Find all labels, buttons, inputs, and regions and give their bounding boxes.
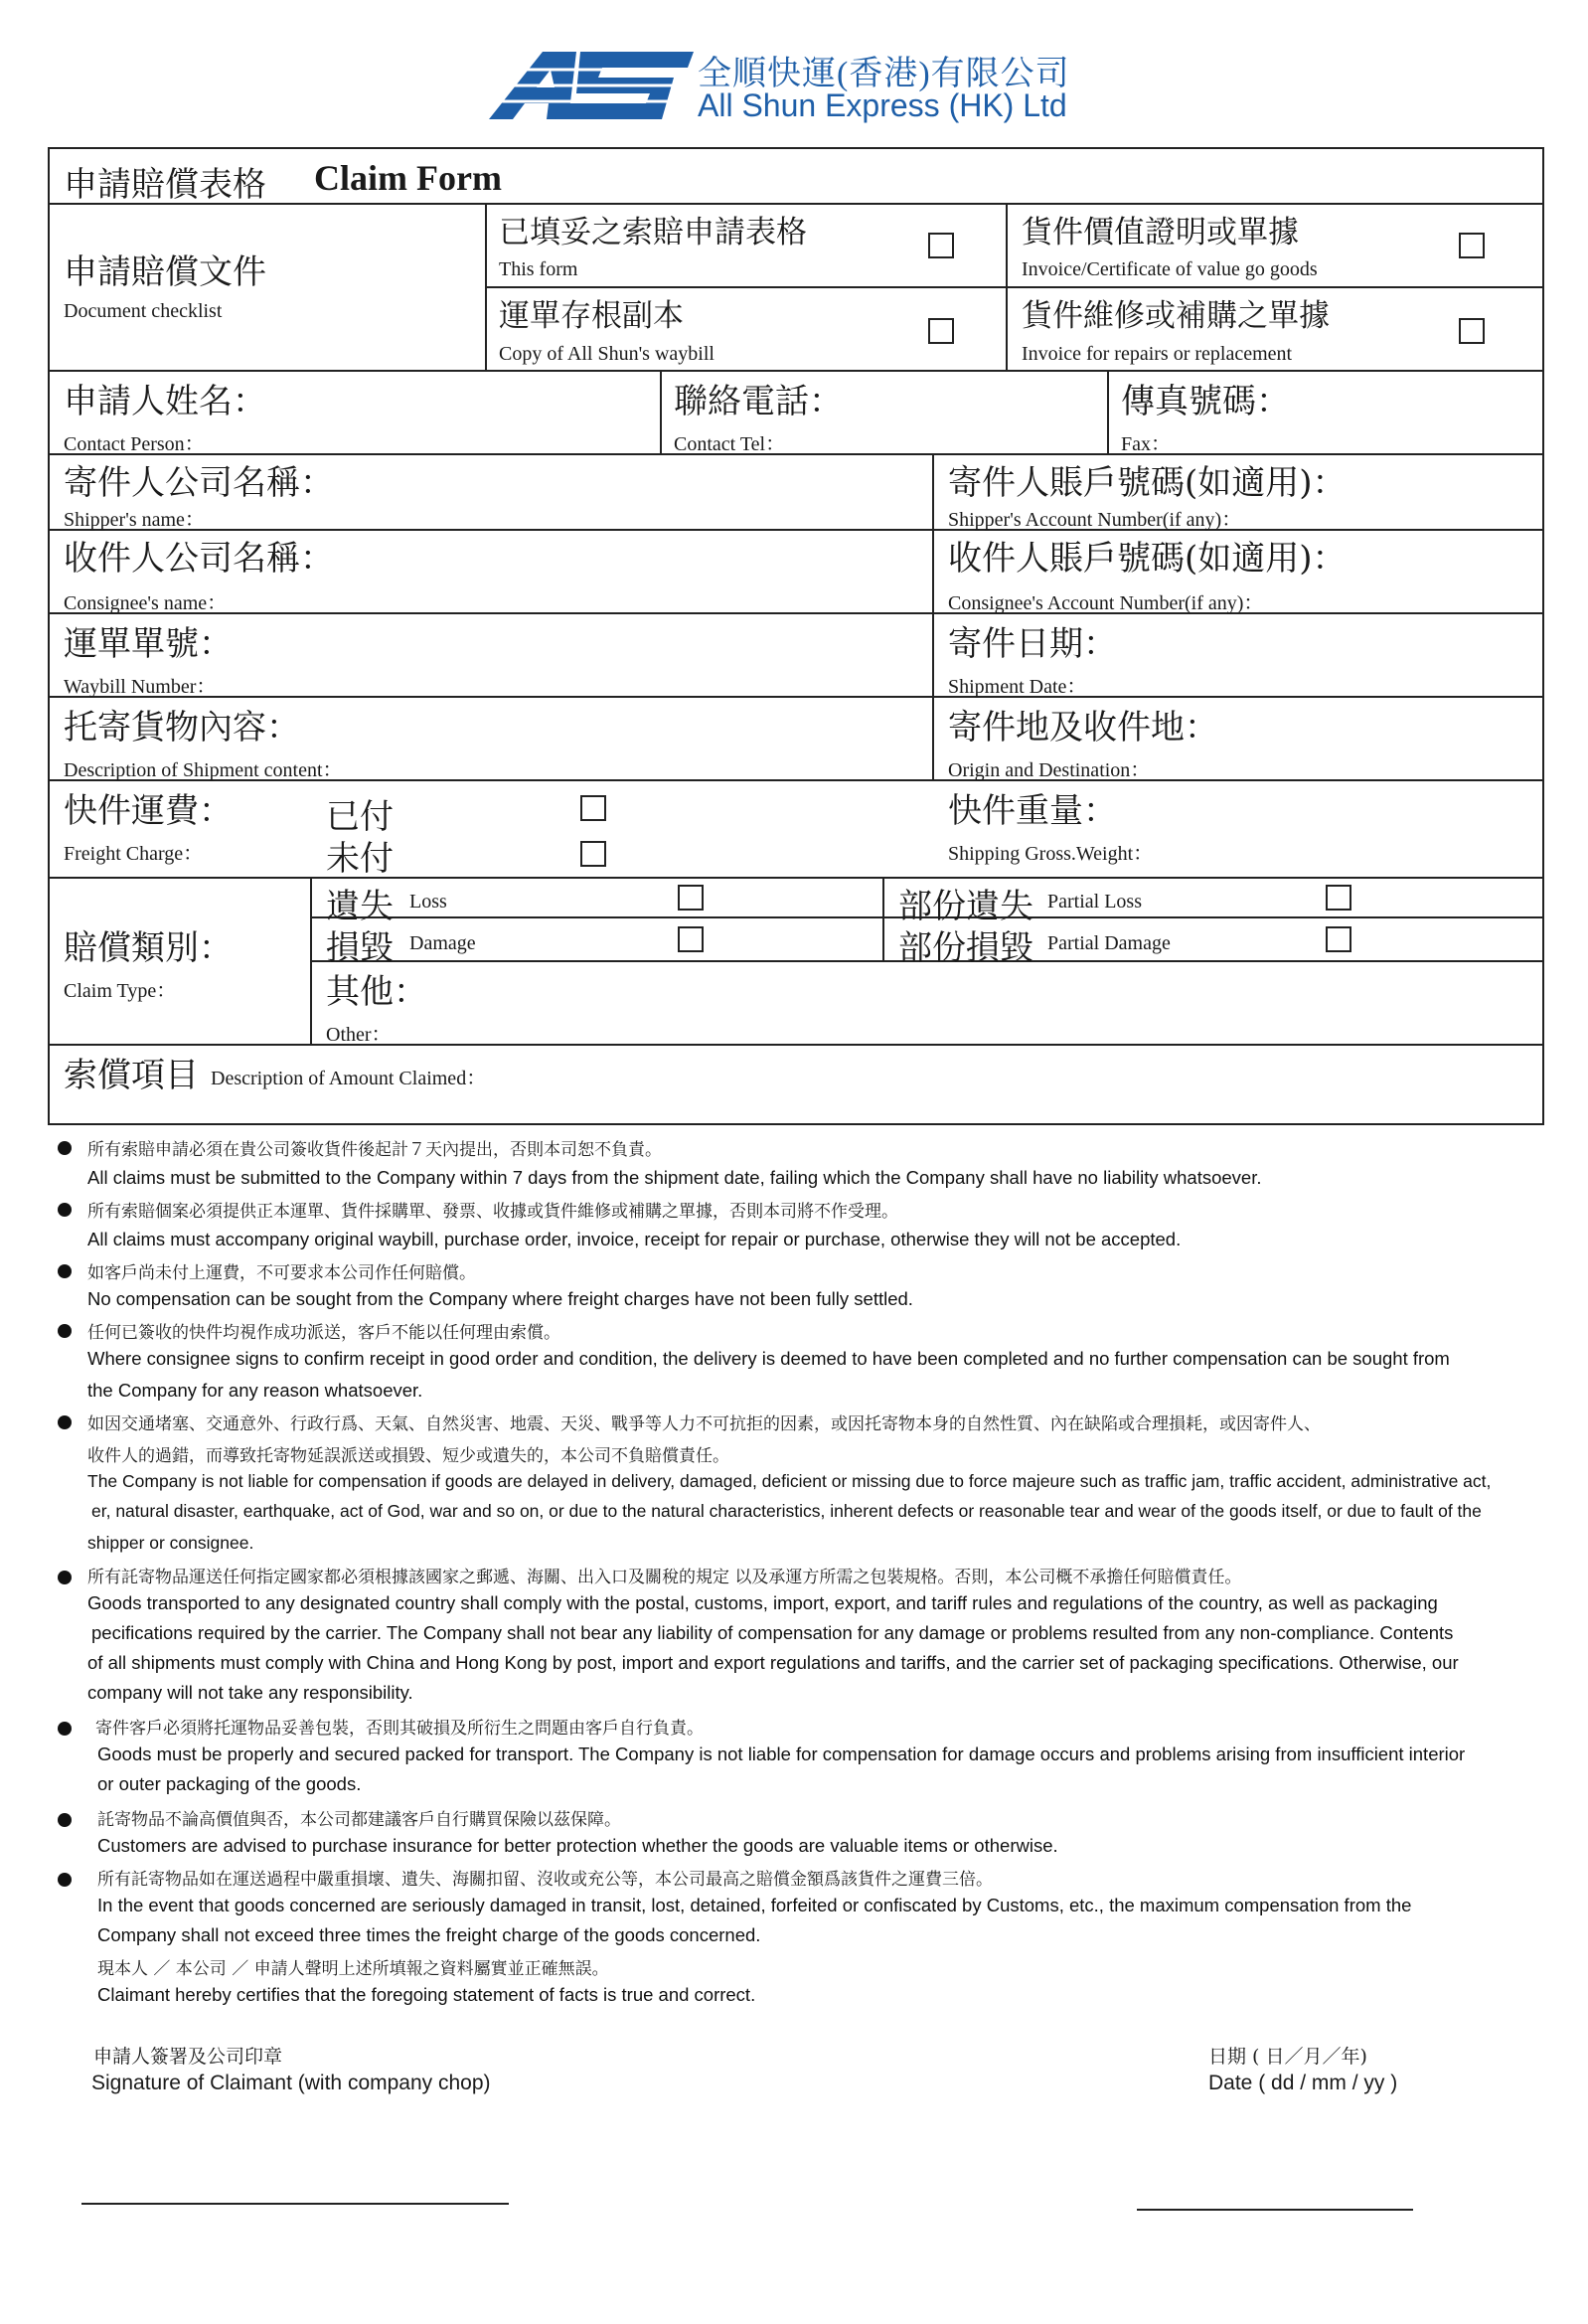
note-bullet (58, 1141, 72, 1155)
note-3-zh: 如客戶尚未付上運費，不可要求本公司作任何賠償。 (87, 1263, 476, 1283)
repair-invoice-checkbox[interactable] (1459, 318, 1485, 344)
note-8-en: Customers are advised to purchase insurance for better protection whether the goods are valuable items or otherwise. (97, 1835, 1058, 1856)
note-bullet (58, 1873, 72, 1887)
company-name-zh: 全順快運(香港)有限公司 (698, 56, 1070, 92)
checklist-item-repair-zh: 貨件維修或補購之單據 (1022, 298, 1330, 334)
claim-type-label-zh: 賠償類別： (64, 928, 233, 968)
description-label-en: Description of Shipment content： (64, 759, 343, 781)
note-1-zh: 所有索賠申請必須在貴公司簽收貨件後起計７天內提出，否則本司恕不負責。 (87, 1140, 662, 1160)
note-6-en-line-2: pecifications required by the carrier. The Company shall not bear any liability of compensation for any damage or problems resulted from any non-compliance. Contents (91, 1622, 1454, 1643)
note-1-en: All claims must be submitted to the Company within 7 days from the shipment date, failing which the Company shall have no liability whatsoever. (87, 1167, 1262, 1188)
company-logo (485, 48, 700, 123)
form-title-zh: 申請賠償表格 (64, 165, 266, 205)
note-bullet (58, 1264, 72, 1278)
checklist-item-this-form-zh: 已填妥之索賠申請表格 (499, 215, 807, 250)
waybill-label-zh: 運單單號： (64, 624, 233, 664)
shipper-name-label-zh: 寄件人公司名稱： (64, 463, 334, 503)
signature-label-zh: 申請人簽署及公司印章 (93, 2046, 283, 2068)
note-bullet (58, 1813, 72, 1827)
checklist-item-invoice-en: Invoice/Certificate of value go goods (1022, 258, 1318, 280)
checklist-item-invoice-zh: 貨件價值證明或單據 (1022, 215, 1299, 250)
note-2-en: All claims must accompany original waybill, purchase order, invoice, receipt for repair or purchase, otherwise they will not be accepted. (87, 1229, 1182, 1249)
note-3-en: No compensation can be sought from the Company where freight charges have not been fully settled. (87, 1288, 913, 1309)
note-7-en-line-2: or outer packaging of the goods. (97, 1773, 362, 1794)
certify-en: Claimant hereby certifies that the foregoing statement of facts is true and correct. (97, 1984, 756, 2005)
description-label-zh: 托寄貨物內容： (64, 708, 300, 747)
fax-label-en: Fax： (1121, 433, 1171, 455)
damage-checkbox[interactable] (678, 926, 704, 952)
note-6-en-line-3: of all shipments must comply with China and Hong Kong by post, import and export regulations and tariffs, and the carrier set of packaging specifications. Otherwise, our (87, 1652, 1459, 1673)
fax-label-zh: 傳真號碼： (1121, 382, 1290, 421)
loss-checkbox[interactable] (678, 885, 704, 911)
signature-label-en: Signature of Claimant (with company chop) (91, 2072, 491, 2094)
checklist-item-waybill-en: Copy of All Shun's waybill (499, 343, 715, 365)
consignee-name-label-zh: 收件人公司名稱： (64, 539, 334, 579)
freight-paid-checkbox[interactable] (580, 795, 606, 821)
date-label-zh: 日期 ( 日／月／年) (1208, 2046, 1367, 2068)
partial-damage-checkbox[interactable] (1326, 926, 1351, 952)
weight-label-en: Shipping Gross.Weight： (948, 843, 1154, 865)
note-9-en-line-1: In the event that goods concerned are seriously damaged in transit, lost, detained, forfeited or confiscated by Customs, etc., the maximum compensation from the (97, 1895, 1412, 1915)
note-5-zh-line-2: 收件人的過錯，而導致托寄物延誤派送或損毀、短少或遺失的，本公司不負賠償責任。 (87, 1446, 729, 1466)
checklist-item-repair-en: Invoice for repairs or replacement (1022, 343, 1293, 365)
invoice-checkbox[interactable] (1459, 233, 1485, 258)
contact-tel-label-zh: 聯絡電話： (674, 382, 843, 421)
consignee-account-label-en: Consignee's Account Number(if any)： (948, 592, 1264, 614)
freight-paid-label: 已付 (326, 797, 394, 837)
origin-destination-label-en: Origin and Destination： (948, 759, 1151, 781)
partial-loss-checkbox[interactable] (1326, 885, 1351, 911)
amount-label-en: Description of Amount Claimed： (211, 1068, 487, 1089)
certify-zh: 現本人 ／ 本公司 ／ 申請人聲明上述所填報之資料屬實並正確無誤。 (97, 1959, 609, 1979)
note-8-zh: 託寄物品不論高價值與否，本公司都建議客戶自行購買保險以茲保障。 (97, 1810, 621, 1830)
note-bullet (58, 1324, 72, 1338)
checklist-item-waybill-zh: 運單存根副本 (499, 298, 684, 334)
consignee-name-label-en: Consignee's name： (64, 592, 228, 614)
freight-unpaid-checkbox[interactable] (580, 841, 606, 867)
shipper-name-label-en: Shipper's name： (64, 509, 205, 531)
note-9-en-line-2: Company shall not exceed three times the freight charge of the goods concerned. (97, 1924, 761, 1945)
freight-label-zh: 快件運費： (64, 791, 233, 831)
amount-label-zh: 索償項目 (64, 1056, 199, 1095)
partial-damage-label-en: Partial Damage (1047, 932, 1171, 954)
damage-label-en: Damage (409, 932, 476, 954)
note-4-en-line-2: the Company for any reason whatsoever. (87, 1380, 423, 1401)
note-bullet (58, 1203, 72, 1217)
note-7-zh: 寄件客戶必須將托運物品妥善包裝，否則其破損及所衍生之問題由客戶自行負責。 (95, 1719, 704, 1739)
shipment-date-label-zh: 寄件日期： (948, 624, 1117, 664)
date-line[interactable] (1137, 2209, 1413, 2211)
contact-tel-label-en: Contact Tel： (674, 433, 786, 455)
checklist-label-en: Document checklist (64, 300, 223, 322)
note-5-en-line-2: er, natural disaster, earthquake, act of God, war and so on, or due to the natural characteristics, inherent defects or reasonable tear and wear of the goods itself, or due to fault of the (91, 1501, 1482, 1521)
consignee-account-label-zh: 收件人賬戶號碼(如適用)： (948, 539, 1347, 579)
other-label-en: Other： (326, 1024, 392, 1046)
note-4-en-line-1: Where consignee signs to confirm receipt in good order and condition, the delivery is deemed to have been completed and no further compensation can be sought from (87, 1348, 1450, 1369)
shipper-account-label-en: Shipper's Account Number(if any)： (948, 509, 1242, 531)
date-label-en: Date ( dd / mm / yy ) (1208, 2072, 1398, 2094)
loss-label-en: Loss (409, 891, 447, 913)
note-bullet (58, 1722, 72, 1736)
freight-label-en: Freight Charge： (64, 843, 204, 865)
claim-type-label-en: Claim Type： (64, 980, 177, 1002)
partial-damage-label-zh: 部份損毀 (898, 928, 1033, 968)
contact-person-label-en: Contact Person： (64, 433, 205, 455)
form-title-en: Claim Form (314, 158, 502, 198)
note-6-zh: 所有託寄物品運送任何指定國家都必須根據該國家之郵遞、海關、出入口及關稅的規定 以及承運方所需之包裝規格。否則，本公司概不承擔任何賠償責任。 (87, 1568, 1242, 1587)
checklist-label-zh: 申請賠償文件 (64, 252, 266, 292)
company-name-en: All Shun Express (HK) Ltd (698, 87, 1067, 123)
loss-label-zh: 遺失 (326, 887, 394, 926)
note-9-zh: 所有託寄物品如在運送過程中嚴重損壞、遺失、海關扣留、沒收或充公等，本公司最高之賠償金額爲該貨件之運費三倍。 (97, 1870, 993, 1890)
weight-label-zh: 快件重量： (948, 791, 1117, 831)
note-bullet (58, 1571, 72, 1584)
checklist-item-this-form-en: This form (499, 258, 578, 280)
origin-destination-label-zh: 寄件地及收件地： (948, 708, 1218, 747)
partial-loss-label-zh: 部份遺失 (898, 887, 1033, 926)
note-6-en-line-1: Goods transported to any designated country shall comply with the postal, customs, import, export, and tariff rules and regulations of the country, as well as packaging (87, 1592, 1438, 1613)
signature-line[interactable] (81, 2203, 509, 2205)
freight-unpaid-label: 未付 (326, 839, 394, 879)
note-bullet (58, 1415, 72, 1429)
note-4-zh: 任何已簽收的快件均視作成功派送，客戶不能以任何理由索償。 (87, 1323, 560, 1343)
note-2-zh: 所有索賠個案必須提供正本運單、貨件採購單、發票、收據或貨件維修或補購之單據，否則本司將不作受理。 (87, 1202, 898, 1222)
note-5-en-line-3: shipper or consignee. (87, 1533, 254, 1553)
shipment-date-label-en: Shipment Date： (948, 676, 1087, 698)
shipper-account-label-zh: 寄件人賬戶號碼(如適用)： (948, 463, 1347, 503)
this-form-checkbox[interactable] (928, 233, 954, 258)
contact-person-label-zh: 申請人姓名： (64, 382, 266, 421)
note-6-en-line-4: company will not take any responsibility. (87, 1682, 413, 1703)
note-7-en-line-1: Goods must be properly and secured packed for transport. The Company is not liable for compensation for damage occurs and problems arising from insufficient interior (97, 1743, 1466, 1764)
other-label-zh: 其他： (326, 972, 427, 1012)
partial-loss-label-en: Partial Loss (1047, 891, 1142, 913)
waybill-label-en: Waybill Number： (64, 676, 217, 698)
damage-label-zh: 損毀 (326, 928, 394, 968)
note-5-zh-line-1: 如因交通堵塞、交通意外、行政行爲、天氣、自然災害、地震、天災、戰爭等人力不可抗拒的因素，或因托寄物本身的自然性質、內在缺陷或合理損耗，或因寄件人、 (87, 1414, 1321, 1434)
waybill-copy-checkbox[interactable] (928, 318, 954, 344)
note-5-en-line-1: The Company is not liable for compensation if goods are delayed in delivery, damaged, deficient or missing due to force majeure such as traffic jam, traffic accident, administrative act, (87, 1471, 1492, 1491)
